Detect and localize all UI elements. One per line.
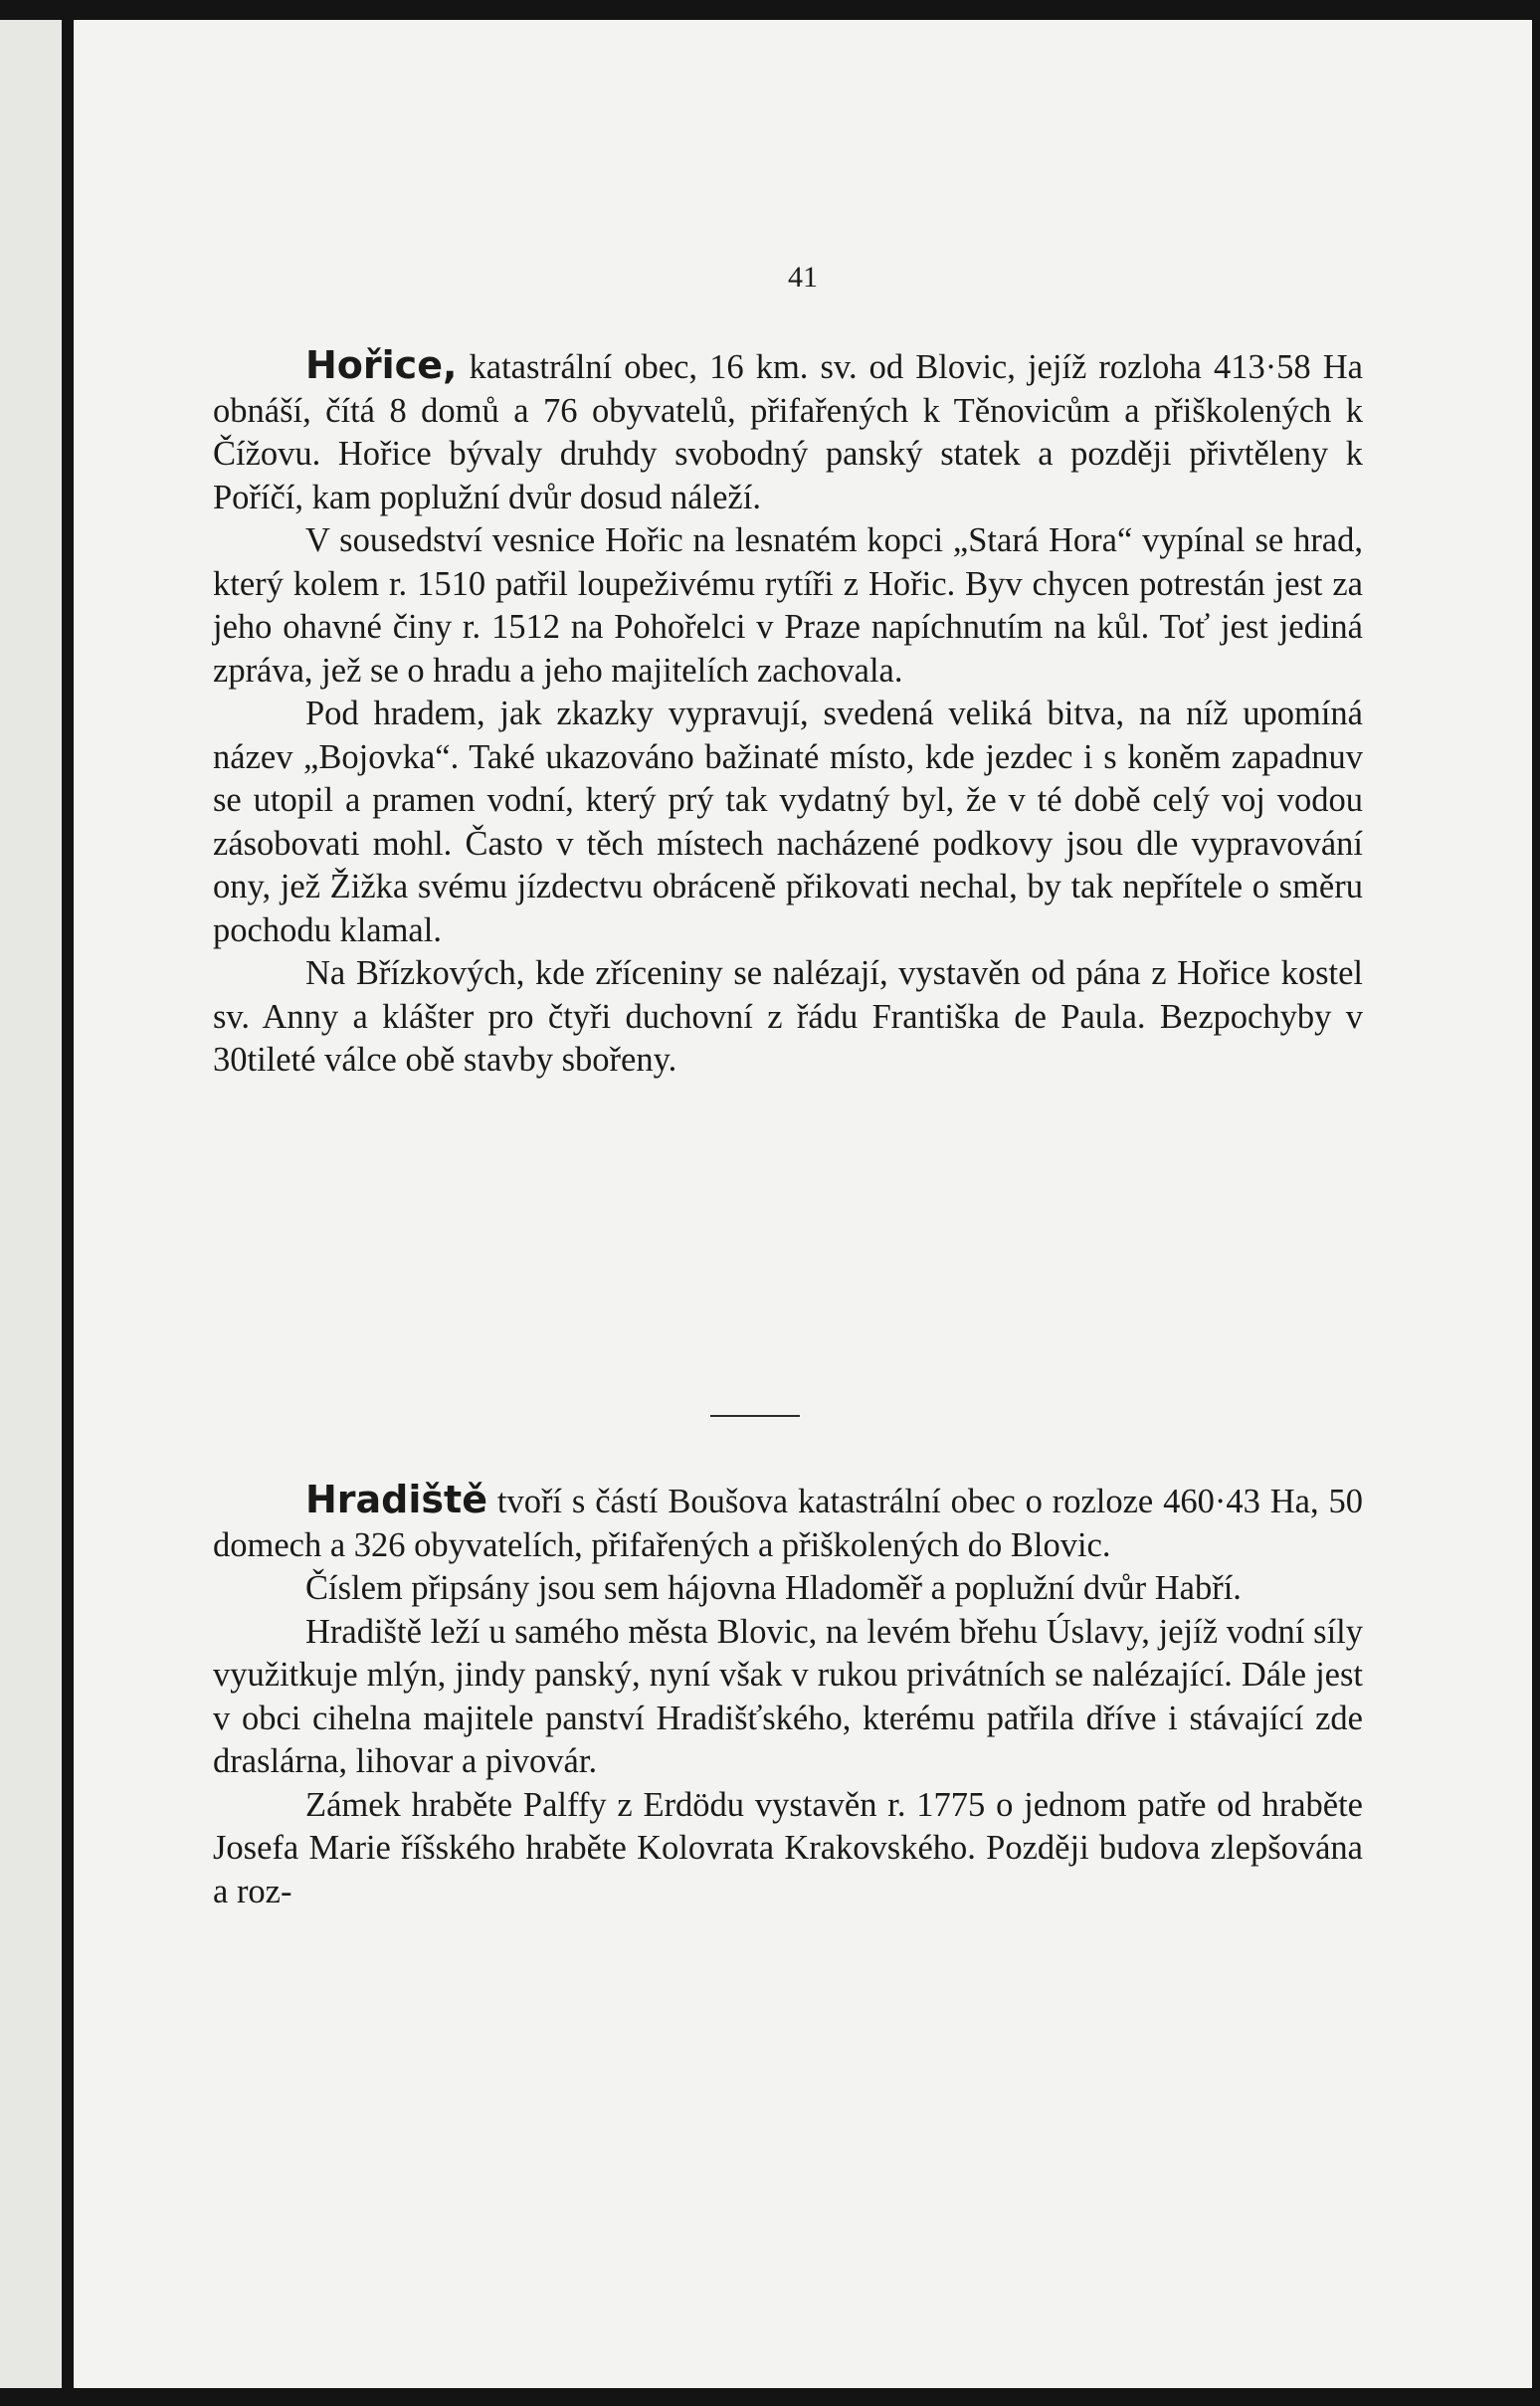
headword: Hořice, bbox=[305, 343, 458, 387]
paragraph bbox=[213, 344, 1363, 519]
section-hradiste bbox=[213, 1479, 1363, 1913]
paragraph: Hradiště leží u samého města Blovic, na levém břehu Úslavy, jejíž vodní síly využitkuje mlýn, jindy panský, nyní však v rukou privátních se nalézající. Dále jest v obci cihelna majitele panství Hradišťského, kterému patřila dříve i stávající zde draslárna, lihovar a pivovár. bbox=[213, 1612, 1363, 1780]
paragraph: Číslem připsány jsou sem hájovna Hladoměř a poplužní dvůr Habří. bbox=[305, 1569, 1242, 1607]
section-horice bbox=[213, 344, 1363, 1083]
headword: Hradiště bbox=[305, 1478, 487, 1521]
paragraph: V sousedství vesnice Hořic na lesnatém kopci „Stará Hora“ vypínal se hrad, který kolem r. 1510 patřil loupeživému rytíři z Hořic. Byv chycen potrestán jest za jeho ohavné činy r. 1512 na Pohořelci v Praze napíchnutím na kůl. Toť jest jediná zpráva, jež se o hradu a jeho majitelích zachovala. bbox=[213, 521, 1363, 690]
previous-page-edge bbox=[0, 20, 62, 2388]
paragraph bbox=[213, 1479, 1363, 1567]
paragraph-text: katastrální obec, 16 km. sv. od Blovic, jejíž rozloha 413·58 Ha obnáší, čítá 8 domů a 76 obyvatelů, přifařených k Těnovicům a přiškolených k Čížovu. Hořice bývaly druhdy svobodný panský statek a později přivtěleny k Poříčí, kam poplužní dvůr dosud náleží. bbox=[213, 348, 1363, 516]
page-number: 41 bbox=[788, 261, 818, 294]
paragraph-text: tvoří s částí Boušova katastrální obec o rozloze 460·43 Ha, 50 domech a 326 obyvatelích, přifařených a přiškolených do Blovic. bbox=[213, 1483, 1363, 1564]
paragraph: Na Břízkových, kde zříceniny se nalézají, vystavěn od pána z Hořice kostel sv. Anny a klášter pro čtyři duchovní z řádu Františka de Paula. Bezpochyby v 30tileté válce obě stavby sbořeny. bbox=[213, 954, 1363, 1079]
paragraph: Zámek hraběte Palffy z Erdödu vystavěn r. 1775 o jednom patře od hraběte Josefa Marie říšského hraběte Kolovrata Krakovského. Později budova zlepšována a roz- bbox=[213, 1785, 1363, 1910]
book-page bbox=[74, 20, 1532, 2388]
paragraph: Pod hradem, jak zkazky vypravují, svedená veliká bitva, na níž upomíná název „Bojovka“. Také ukazováno bažinaté místo, kde jezdec i s koněm zapadnuv se utopil a pramen vodní, který prý tak vydatný byl, že v té době celý voj vodou zásobovati mohl. Často v těch místech nacházené podkovy jsou dle vypravování ony, jež Žižka svému jízdectvu obráceně přikovati nechal, by tak nepřítele o směru pochodu klamal. bbox=[213, 695, 1363, 949]
section-divider bbox=[710, 1415, 800, 1417]
